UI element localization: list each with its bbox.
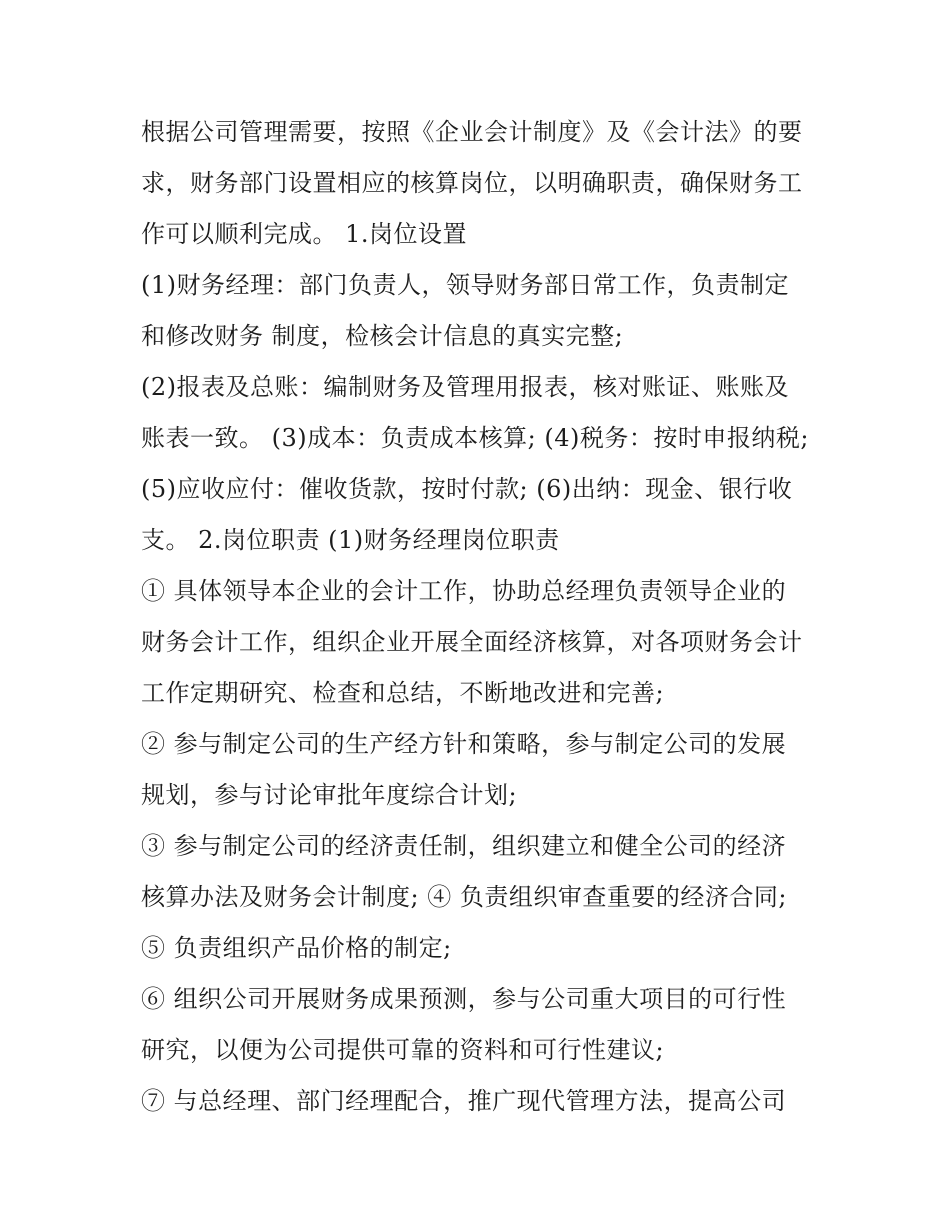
text-line: 工作定期研究、检查和总结，不断地改进和完善; xyxy=(141,679,665,707)
text-line: (1)财务经理：部门负责人，领导财务部日常工作，负责制定 xyxy=(141,271,789,299)
text-line: ③ 参与制定公司的经济责任制，组织建立和健全公司的经济 xyxy=(141,832,787,860)
text-line: 财务会计工作，组织企业开展全面经济核算，对各项财务会计 xyxy=(141,628,803,656)
text-line: ① 具体领导本企业的会计工作，协助总经理负责领导企业的 xyxy=(141,577,787,605)
text-line: (5)应收应付：催收货款，按时付款; (6)出纳：现金、银行收 xyxy=(141,475,793,503)
text-line: 账表一致。 (3)成本：负责成本核算; (4)税务：按时申报纳税; xyxy=(141,424,809,452)
text-line: ② 参与制定公司的生产经方针和策略，参与制定公司的发展 xyxy=(141,730,787,758)
text-line: 根据公司管理需要，按照《企业会计制度》及《会计法》的要 xyxy=(141,118,803,146)
text-line: (2)报表及总账：编制财务及管理用报表，核对账证、账账及 xyxy=(141,373,789,401)
text-line: 核算办法及财务会计制度; ④ 负责组织审查重要的经济合同; xyxy=(141,883,787,911)
text-line: 研究，以便为公司提供可靠的资料和可行性建议; xyxy=(141,1036,665,1064)
document-body xyxy=(141,107,821,1127)
text-line: 作可以顺利完成。 1.岗位设置 xyxy=(141,220,468,248)
text-line: ⑥ 组织公司开展财务成果预测，参与公司重大项目的可行性 xyxy=(141,985,787,1013)
text-line: 和修改财务 制度，检核会计信息的真实完整; xyxy=(141,322,624,350)
text-line: ⑤ 负责组织产品价格的制定; xyxy=(141,934,452,962)
text-line: ⑦ 与总经理、部门经理配合，推广现代管理方法，提高公司 xyxy=(141,1087,787,1115)
text-line: 规划，参与讨论审批年度综合计划; xyxy=(141,781,518,809)
text-line: 支。 2.岗位职责 (1)财务经理岗位职责 xyxy=(141,526,560,554)
text-line: 求，财务部门设置相应的核算岗位，以明确职责，确保财务工 xyxy=(141,169,803,197)
